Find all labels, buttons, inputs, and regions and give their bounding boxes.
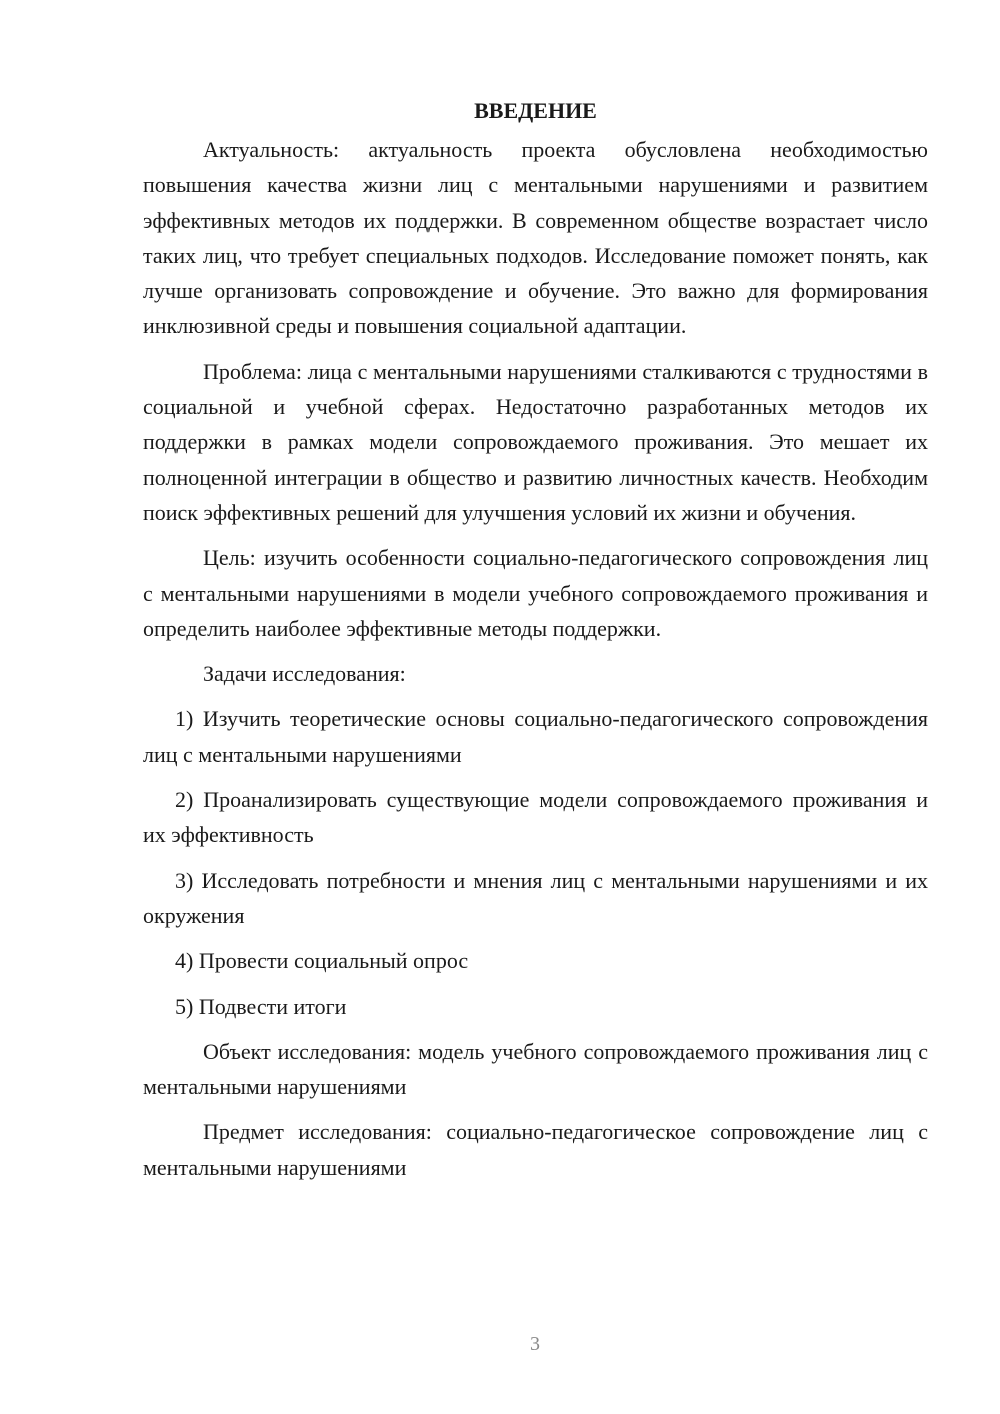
document-page — [143, 93, 928, 1195]
task-item: 5) Подвести итоги — [175, 993, 347, 1019]
task-item: 3) Исследовать потребности и мнения лиц с ментальными нарушениями и их окружения — [143, 867, 928, 928]
object-paragraph: Объект исследования: модель учебного сопровождаемого проживания лиц с ментальными нарушениями — [143, 1038, 928, 1100]
problem-paragraph: Проблема: лица с ментальными нарушениями сталкиваются с трудностями в социальной и учебной сферах. Недостаточно разработанных методов их поддержки в рамках модели сопровождаемого проживания. Это мешает их полноценной интеграции в общество и развитию личностных качеств. Необходим поиск эффективных решений для улучшения условий их жизни и обучения. — [143, 358, 928, 525]
section-heading: ВВЕДЕНИЕ — [474, 98, 597, 123]
page-number: 3 — [530, 1333, 540, 1355]
tasks-heading: Задачи исследования: — [203, 661, 406, 687]
task-item: 4) Провести социальный опрос — [175, 948, 469, 974]
task-item: 1) Изучить теоретические основы социально-педагогического сопровождения лиц с ментальными нарушениями — [143, 706, 928, 767]
relevance-paragraph: Актуальность: актуальность проекта обусловлена необходимостью повышения качества жизни лиц с ментальными нарушениями и развитием эффективных методов их поддержки. В современном обществе возрастает число таких лиц, что требует специальных подходов. Исследование поможет понять, как лучше организовать сопровождение и обучение. Это важно для формирования инклюзивной среды и повышения социальной адаптации. — [143, 137, 928, 339]
goal-paragraph: Цель: изучить особенности социально-педагогического сопровождения лиц с ментальными нарушениями в модели учебного сопровождаемого проживания и определить наиболее эффективные методы поддержки. — [143, 545, 928, 641]
task-item: 2) Проанализировать существующие модели сопровождаемого проживания и их эффективность — [143, 787, 928, 848]
subject-paragraph: Предмет исследования: социально-педагогическое сопровождение лиц с ментальными нарушениями — [143, 1119, 928, 1180]
